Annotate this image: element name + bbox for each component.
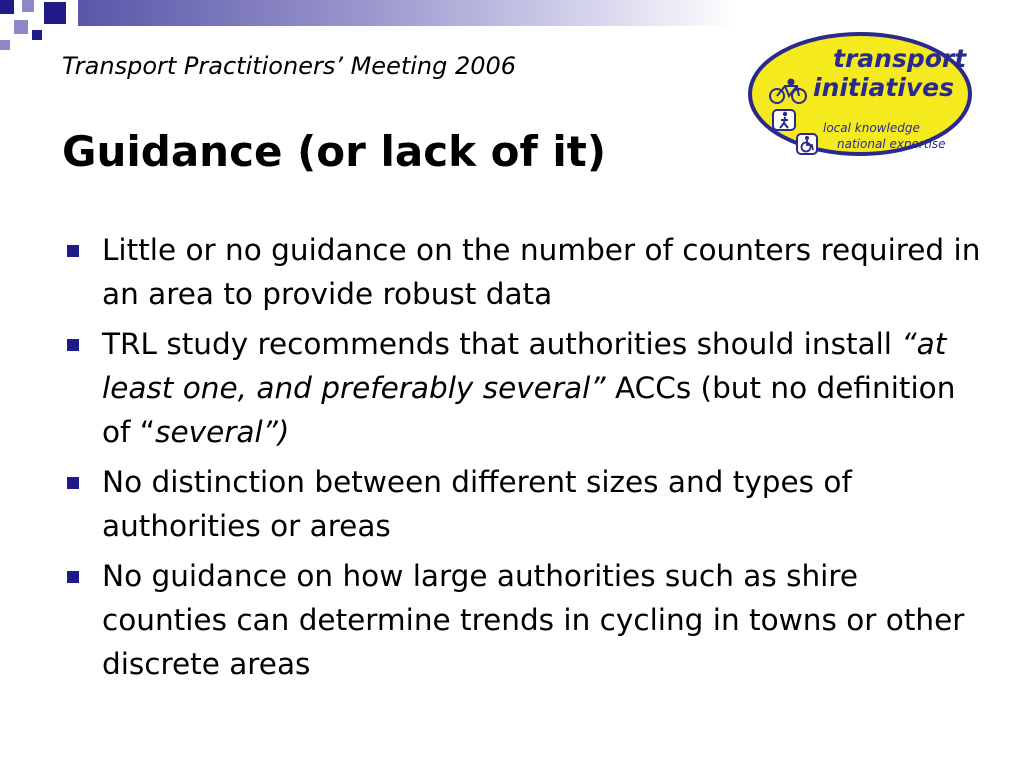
bullet-2-text-a: TRL study recommends that authorities should install xyxy=(102,327,902,361)
transport-initiatives-logo xyxy=(745,30,975,164)
logo-line-2: initiatives xyxy=(813,73,954,102)
wheelchair-icon xyxy=(797,134,817,154)
decor-square-3 xyxy=(44,2,66,24)
bullet-2-quote: “at least one, and preferably several” xyxy=(102,327,947,405)
bullet-2-text-b: ACCs (but no definition of “ xyxy=(102,371,956,449)
bullet-marker xyxy=(67,477,79,489)
logo-tagline-2: national expertise xyxy=(837,137,946,151)
decor-square-5 xyxy=(32,30,42,40)
pedestrian-icon xyxy=(773,110,795,130)
bullet-marker xyxy=(67,339,79,351)
bullet-marker xyxy=(67,571,79,583)
decor-square-2 xyxy=(22,0,34,12)
list-item xyxy=(62,322,982,454)
slide-title: Guidance (or lack of it) xyxy=(62,127,607,176)
bullet-4-text: No guidance on how large authorities such as shire counties can determine trends in cycling in towns or other discrete areas xyxy=(102,559,965,681)
list-item xyxy=(62,460,982,548)
bullet-1-text: Little or no guidance on the number of counters required in an area to provide robust data xyxy=(102,233,981,311)
bullet-3-text: No distinction between different sizes and types of authorities or areas xyxy=(102,465,852,543)
list-item xyxy=(62,554,982,686)
decor-square-4 xyxy=(14,20,28,34)
bullet-list xyxy=(62,228,982,692)
decor-square-1 xyxy=(0,0,14,14)
bullet-marker xyxy=(67,245,79,257)
decor-square-6 xyxy=(0,40,10,50)
header-gradient-bar xyxy=(78,0,738,26)
list-item xyxy=(62,228,982,316)
bullet-2-several: several”) xyxy=(155,415,290,449)
logo-line-1: transport xyxy=(833,44,967,73)
meeting-subtitle: Transport Practitioners’ Meeting 2006 xyxy=(62,52,517,80)
logo-tagline-1: local knowledge xyxy=(823,121,920,135)
